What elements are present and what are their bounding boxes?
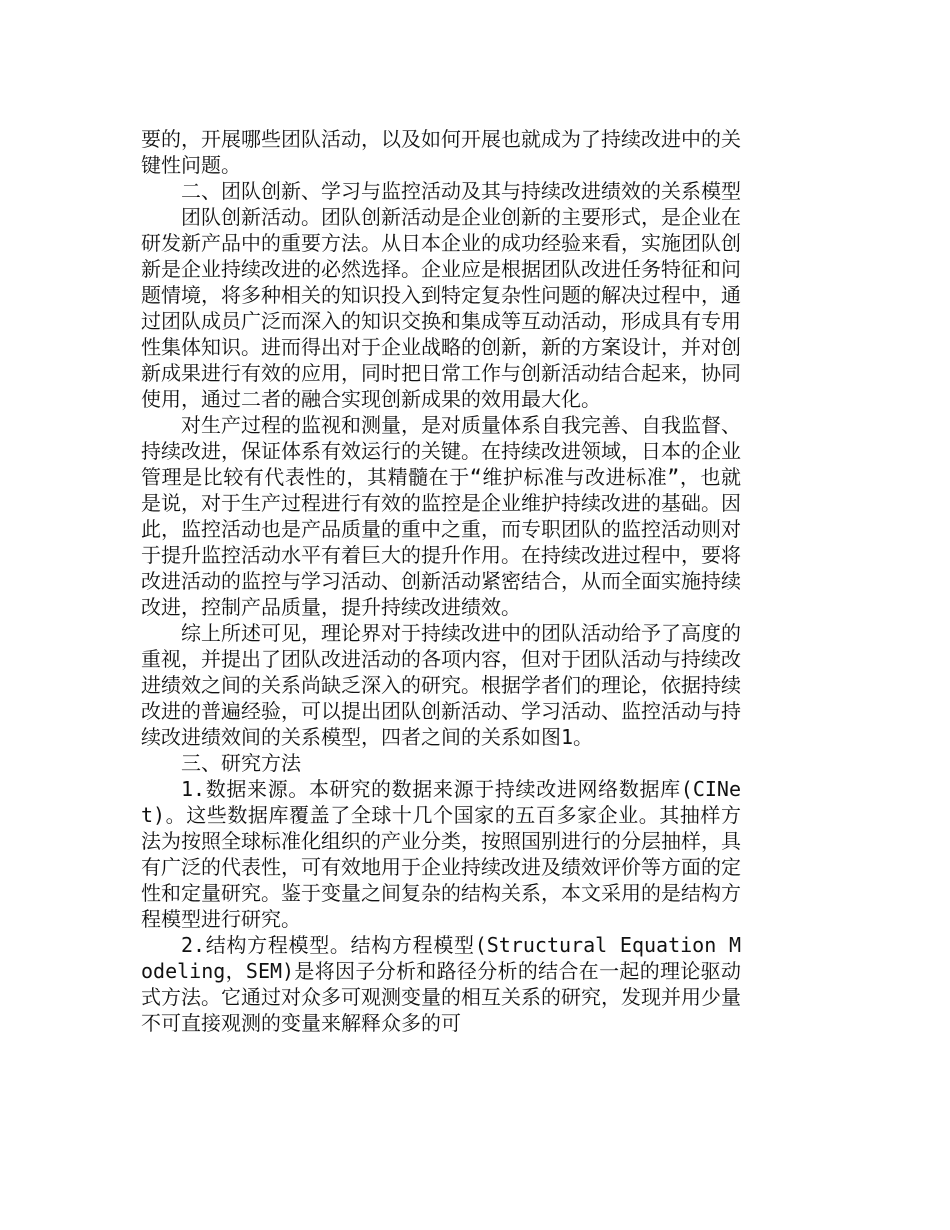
paragraph-sem: 2.结构方程模型。结构方程模型(Structural Equation Modeling，SEM)是将因子分析和路径分析的结合在一起的理论驱动式方法。它通过对众多可观测变量的相互关系的研究，发现并用少量不可直接观测的变量来解释众多的可 xyxy=(141,933,741,1035)
document-page xyxy=(141,126,741,1036)
paragraph-1: 要的，开展哪些团队活动，以及如何开展也就成为了持续改进中的关键性问题。 xyxy=(141,127,741,177)
paragraph-monitoring: 对生产过程的监视和测量，是对质量体系自我完善、自我监督、持续改进，保证体系有效运行的关键。在持续改进领域，日本的企业管理是比较有代表性的，其精髓在于“维护标准与改进标准”，也就是说，对于生产过程进行有效的监控是企业维护持续改进的基础。因此，监控活动也是产品质量的重中之重，而专职团队的监控活动则对于提升监控活动水平有着巨大的提升作用。在持续改进过程中，要将改进活动的监控与学习活动、创新活动紧密结合，从而全面实施持续改进，控制产品质量，提升持续改进绩效。 xyxy=(141,413,741,619)
paragraph-team-innovation: 团队创新活动。团队创新活动是企业创新的主要形式，是企业在研发新产品中的重要方法。从日本企业的成功经验来看，实施团队创新是企业持续改进的必然选择。企业应是根据团队改进任务特征和问题情境，将多种相关的知识投入到特定复杂性问题的解决过程中，通过团队成员广泛而深入的知识交换和集成等互动活动，形成具有专用性集体知识。进而得出对于企业战略的创新，新的方案设计，并对创新成果进行有效的应用，同时把日常工作与创新活动结合起来，协同使用，通过二者的融合实现创新成果的效用最大化。 xyxy=(141,205,741,411)
paragraph-data-source: 1.数据来源。本研究的数据来源于持续改进网络数据库(CINet)。这些数据库覆盖了全球十几个国家的五百多家企业。其抽样方法为按照全球标准化组织的产业分类，按照国别进行的分层抽样，具有广泛的代表性，可有效地用于企业持续改进及绩效评价等方面的定性和定量研究。鉴于变量之间复杂的结构关系，本文采用的是结构方程模型进行研究。 xyxy=(141,777,741,931)
section-heading-3: 三、研究方法 xyxy=(181,751,301,775)
paragraph-summary: 综上所述可见，理论界对于持续改进中的团队活动给予了高度的重视，并提出了团队改进活动的各项内容，但对于团队活动与持续改进绩效之间的关系尚缺乏深入的研究。根据学者们的理论，依据持续改进的普遍经验，可以提出团队创新活动、学习活动、监控活动与持续改进绩效间的关系模型，四者之间的关系如图1。 xyxy=(141,621,741,749)
section-heading-2: 二、团队创新、学习与监控活动及其与持续改进绩效的关系模型 xyxy=(181,179,741,203)
